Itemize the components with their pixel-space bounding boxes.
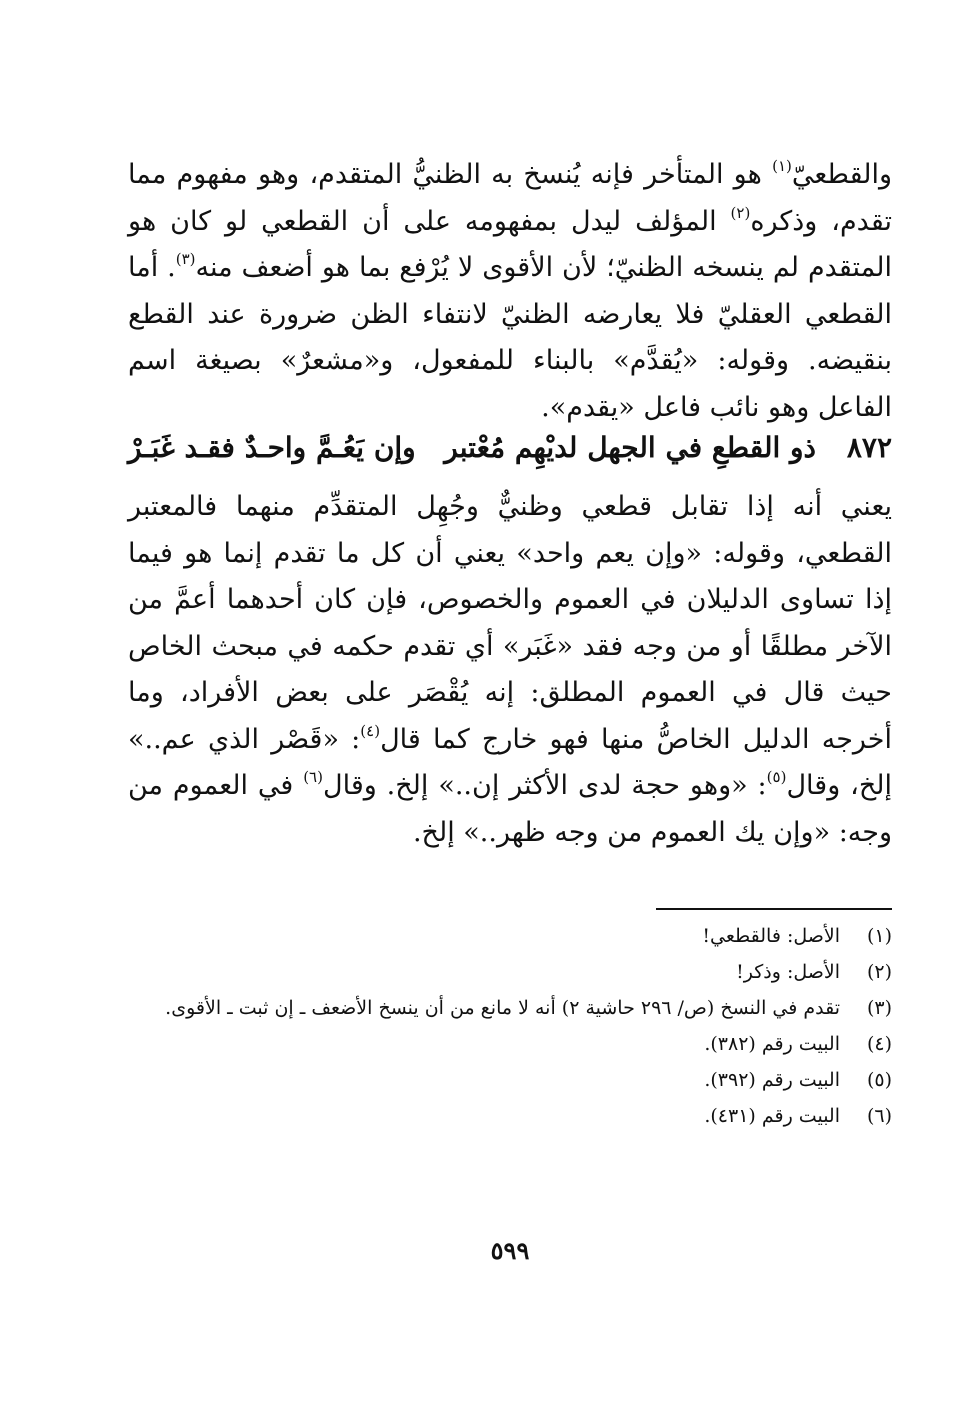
- text-run: يعني أنه إذا تقابل قطعي وظنيٌّ وجُهِل المتقدِّم منهما فالمعتبر القطعي، وقوله: «وإن يعم واحد» يعني أن كل ما تقدم إنما هو فيما إذا تساوى الدليلان في العموم والخصوص، فإن كان أحدهما أعمَّ من الآخر مطلقًا أو من وجه فقد «غَبَر» أي تقدم حكمه في مبحث الخاص حيث قال في العموم المطلق: إنه يُقْصَر على بعض الأفراد، وما أخرجه الدليل الخاصُّ منها فهو خارج كما قال: [128, 491, 892, 755]
- footnote-item: [128, 954, 892, 990]
- footnote-item: [128, 1098, 892, 1134]
- footnote-ref-3[interactable]: (٣): [175, 250, 196, 268]
- footnote-mark: (٢): [866, 961, 892, 983]
- footnote-text: تقدم في النسخ (ص/ ٢٩٦ حاشية ٢) أنه لا مانع من أن ينسخ الأضعف ـ إن ثبت ـ الأقوى.: [165, 997, 840, 1019]
- footnote-text: الأصل: فالقطعي!: [702, 925, 840, 947]
- footnote-mark: (٤): [866, 1033, 892, 1055]
- footnote-text: البيت رقم (٤٣١).: [704, 1105, 840, 1127]
- footnote-ref-1[interactable]: (١): [772, 157, 792, 175]
- verse-hemistich-first: ذو القطعِ في الجهل لديْهِم مُعْتبر: [444, 431, 816, 464]
- book-page: [128, 0, 892, 1426]
- text-run: : «قَصْر الذي عم..» إلخ، وقال: [128, 723, 893, 801]
- footnotes-list: [128, 918, 892, 1134]
- footnote-item: [128, 1026, 892, 1062]
- footnote-item: [128, 918, 892, 954]
- footnote-mark: (٣): [866, 997, 892, 1019]
- page-number: ٥٩٩: [490, 1236, 530, 1265]
- text-run: في العموم من وجه: «وإن يك العموم من وجه ظهر..» إلخ.: [128, 770, 892, 848]
- commentary-paragraph-2: [128, 484, 892, 856]
- verse-number: ٨٧٢: [846, 431, 892, 464]
- footnote-text: الأصل: وذكر!: [736, 961, 840, 983]
- footnote-text: البيت رقم (٣٨٢).: [704, 1033, 840, 1055]
- footnote-item: [128, 990, 892, 1026]
- footnote-text: البيت رقم (٣٩٢).: [704, 1069, 840, 1091]
- footnote-mark: (٥): [866, 1069, 892, 1091]
- text-run: هو المتأخر فإنه يُنسخ به الظنيُّ المتقدم، وهو مفهوم مما تقدم، وذكره: [128, 159, 892, 237]
- footnote-ref-2[interactable]: (٢): [730, 203, 751, 222]
- text-run: : «وهو حجة لدى الأكثر إن..» إلخ. وقال: [322, 770, 767, 801]
- footnote-mark: (١): [866, 925, 892, 947]
- verse-line: [128, 426, 892, 470]
- footnote-item: [128, 1062, 892, 1098]
- footnote-mark: (٦): [866, 1105, 892, 1127]
- commentary-paragraph-1: [128, 152, 892, 431]
- text-run: المؤلف ليدل بمفهومه على أن القطعي لو كان هو المتقدم لم ينسخه الظنيّ؛ لأن الأقوى لا يُرْفع بما هو أضعف منه: [128, 205, 892, 283]
- verse-hemistich-second: وإن يَعُـمَّ واحـدٌ فقـد غَبَـرْ: [128, 431, 416, 464]
- text-run: . أما القطعي العقليّ فلا يعارضه الظنيّ لانتفاء الظن ضرورة عند القطع بنقيضه. وقوله: «يُقدَّم» بالبناء للمفعول، و«مشعرٌ» بصيغة اسم الفاعل وهو نائب فاعل «يقدم».: [128, 252, 892, 423]
- footnote-ref-6[interactable]: (٦): [303, 768, 323, 786]
- text-run: والقطعيّ: [791, 159, 892, 190]
- footnote-separator: [656, 908, 892, 910]
- footnote-ref-5[interactable]: (٥): [766, 768, 787, 786]
- footnote-ref-4[interactable]: (٤): [360, 721, 381, 740]
